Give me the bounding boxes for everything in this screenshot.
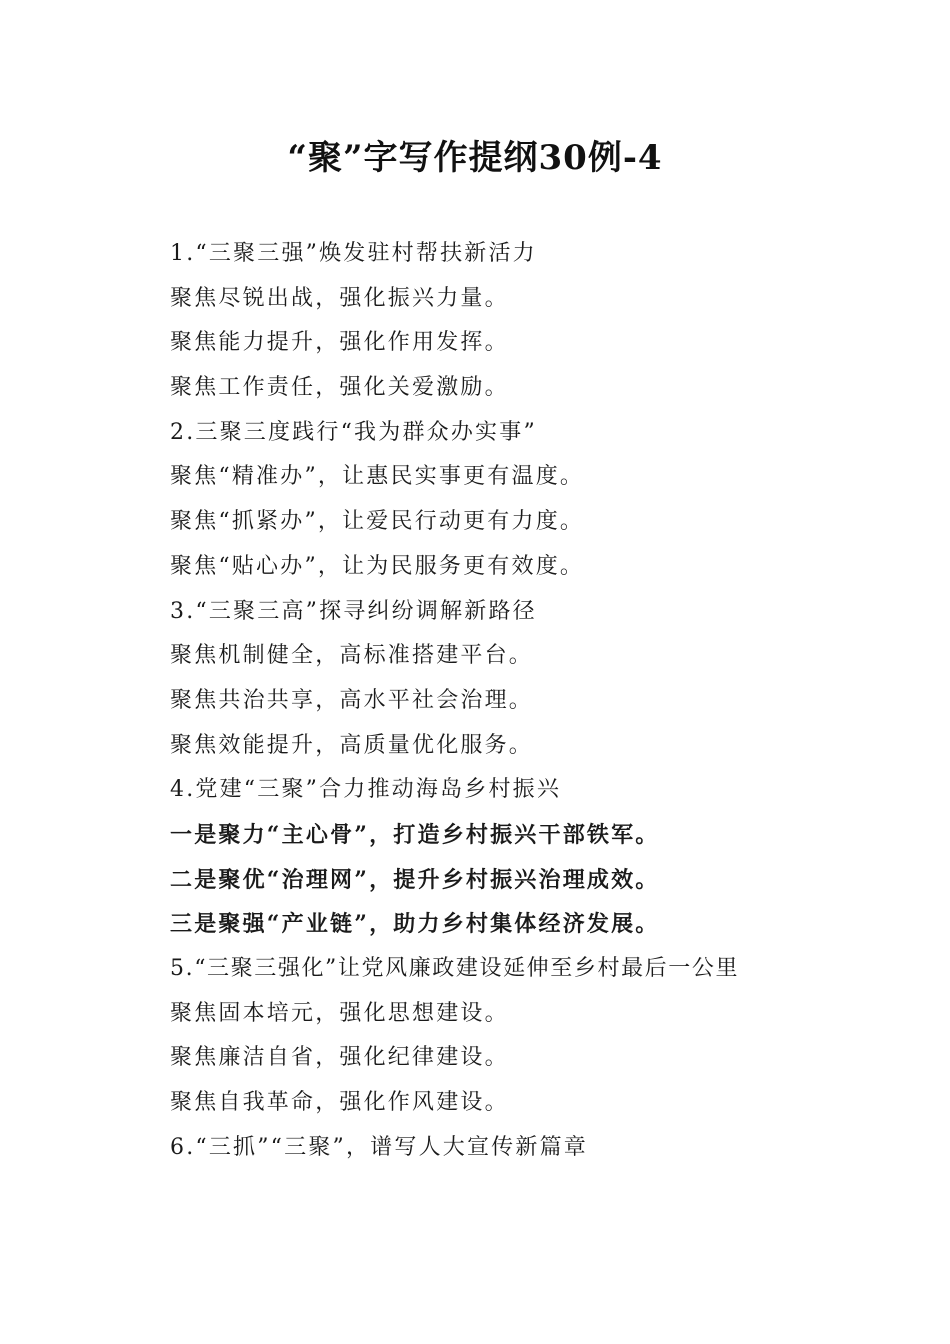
outline-heading-6: 6.“三抓”“三聚”，谱写人大宣传新篇章 [170,1134,588,1160]
outline-heading-1: 1.“三聚三强”焕发驻村帮扶新活力 [170,241,537,266]
outline-point: 聚焦“贴心办”，让为民服务更有效度。 [170,553,585,579]
outline-point: 聚焦自我革命，强化作风建设。 [170,1090,509,1116]
outline-point: 聚焦“抓紧办”，让爱民行动更有力度。 [170,509,585,535]
outline-heading-4: 4.党建“三聚”合力推动海岛乡村振兴 [170,777,562,803]
outline-point: 聚焦廉洁自省，强化纪律建设。 [170,1045,509,1071]
outline-point-bold: 一是聚力“主心骨”，打造乡村振兴干部铁军。 [170,821,660,848]
outline-point: 聚焦机制健全，高标准搭建平台。 [170,643,534,669]
document-title: “聚”字写作提纲30例-4 [287,138,663,178]
outline-point: 聚焦共治共享，高水平社会治理。 [170,687,534,713]
outline-heading-5: 5.“三聚三强化”让党风廉政建设延伸至乡村最后一公里 [170,956,740,981]
outline-body [170,232,930,1170]
outline-heading-2: 2.三聚三度践行“我为群众办实事” [170,419,537,445]
outline-point: 聚焦固本培元，强化思想建设。 [170,1000,509,1026]
outline-point: 聚焦工作责任，强化关爱激励。 [170,375,509,401]
outline-heading-3: 3.“三聚三高”探寻纠纷调解新路径 [170,598,537,624]
outline-point: 聚焦尽锐出战，强化振兴力量。 [170,285,509,311]
outline-point: 聚焦能力提升，强化作用发挥。 [170,330,509,356]
outline-point: 聚焦效能提升，高质量优化服务。 [170,732,534,758]
outline-point: 聚焦“精准办”，让惠民实事更有温度。 [170,464,585,490]
outline-point-bold: 三是聚强“产业链”，助力乡村集体经济发展。 [170,911,660,938]
outline-point-bold: 二是聚优“治理网”，提升乡村振兴治理成效。 [170,866,660,893]
